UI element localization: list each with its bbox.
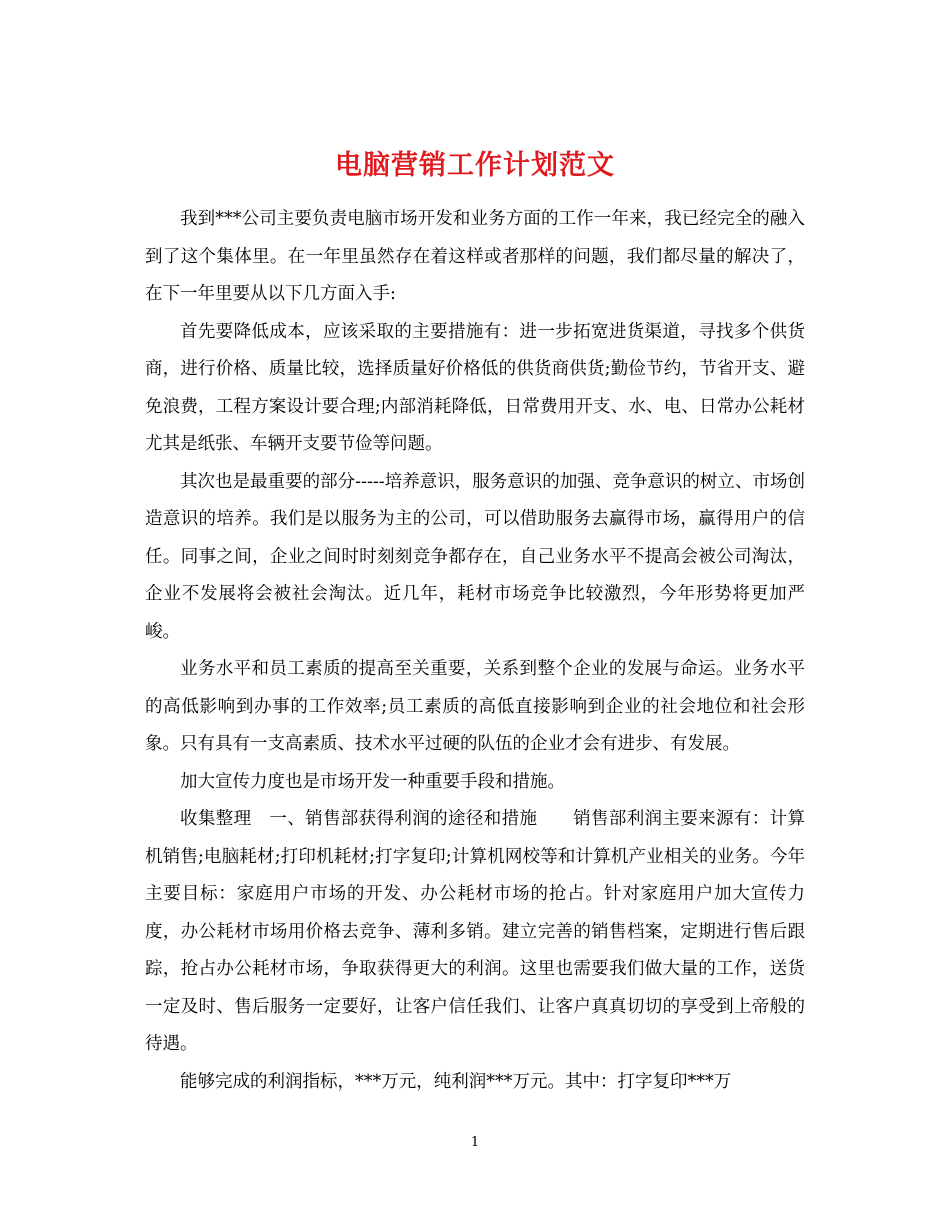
paragraph: 首先要降低成本，应该采取的主要措施有：进一步拓宽进货渠道，寻找多个供货商，进行价格、质量比较，选择质量好价格低的供货商供货;勤俭节约，节省开支、避免浪费，工程方案设计要合理;内部消耗降低，日常费用开支、水、电、日常办公耗材尤其是纸张、车辆开支要节俭等问题。 bbox=[145, 321, 805, 454]
paragraph: 业务水平和员工素质的提高至关重要，关系到整个企业的发展与命运。业务水平的高低影响到办事的工作效率;员工素质的高低直接影响到企业的社会地位和社会形象。只有具有一支高素质、技术水平过硬的队伍的企业才会有进步、有发展。 bbox=[145, 659, 805, 754]
paragraph: 加大宣传力度也是市场开发一种重要手段和措施。 bbox=[180, 771, 565, 792]
paragraph: 我到***公司主要负责电脑市场开发和业务方面的工作一年来，我已经完全的融入到了这个集体里。在一年里虽然存在着这样或者那样的问题，我们都尽量的解决了，在下一年里要从以下几方面入手: bbox=[145, 209, 805, 304]
page-number: 1 bbox=[470, 1135, 480, 1150]
document-title: 电脑营销工作计划范文 bbox=[335, 150, 615, 182]
paragraph: 收集整理 一、销售部获得利润的途径和措施 销售部利润主要来源有：计算机销售;电脑耗材;打印机耗材;打字复印;计算机网校等和计算机产业相关的业务。今年主要目标：家庭用户市场的开发、办公耗材市场的抢占。针对家庭用户加大宣传力度，办公耗材市场用价格去竞争、薄利多销。建立完善的销售档案，定期进行售后跟踪，抢占办公耗材市场，争取获得更大的利润。这里也需要我们做大量的工作，送货一定及时、售后服务一定要好，让客户信任我们、让客户真真切切的享受到上帝般的待遇。 bbox=[145, 809, 805, 1054]
document-body bbox=[145, 201, 805, 1101]
paragraph: 能够完成的利润指标，***万元，纯利润***万元。其中：打字复印***万 bbox=[180, 1071, 732, 1092]
paragraph: 其次也是最重要的部分-----培养意识，服务意识的加强、竞争意识的树立、市场创造意识的培养。我们是以服务为主的公司，可以借助服务去赢得市场，赢得用户的信任。同事之间，企业之间时时刻刻竞争都存在，自己业务水平不提高会被公司淘汰，企业不发展将会被社会淘汰。近几年，耗材市场竞争比较激烈，今年形势将更加严峻。 bbox=[145, 471, 805, 642]
